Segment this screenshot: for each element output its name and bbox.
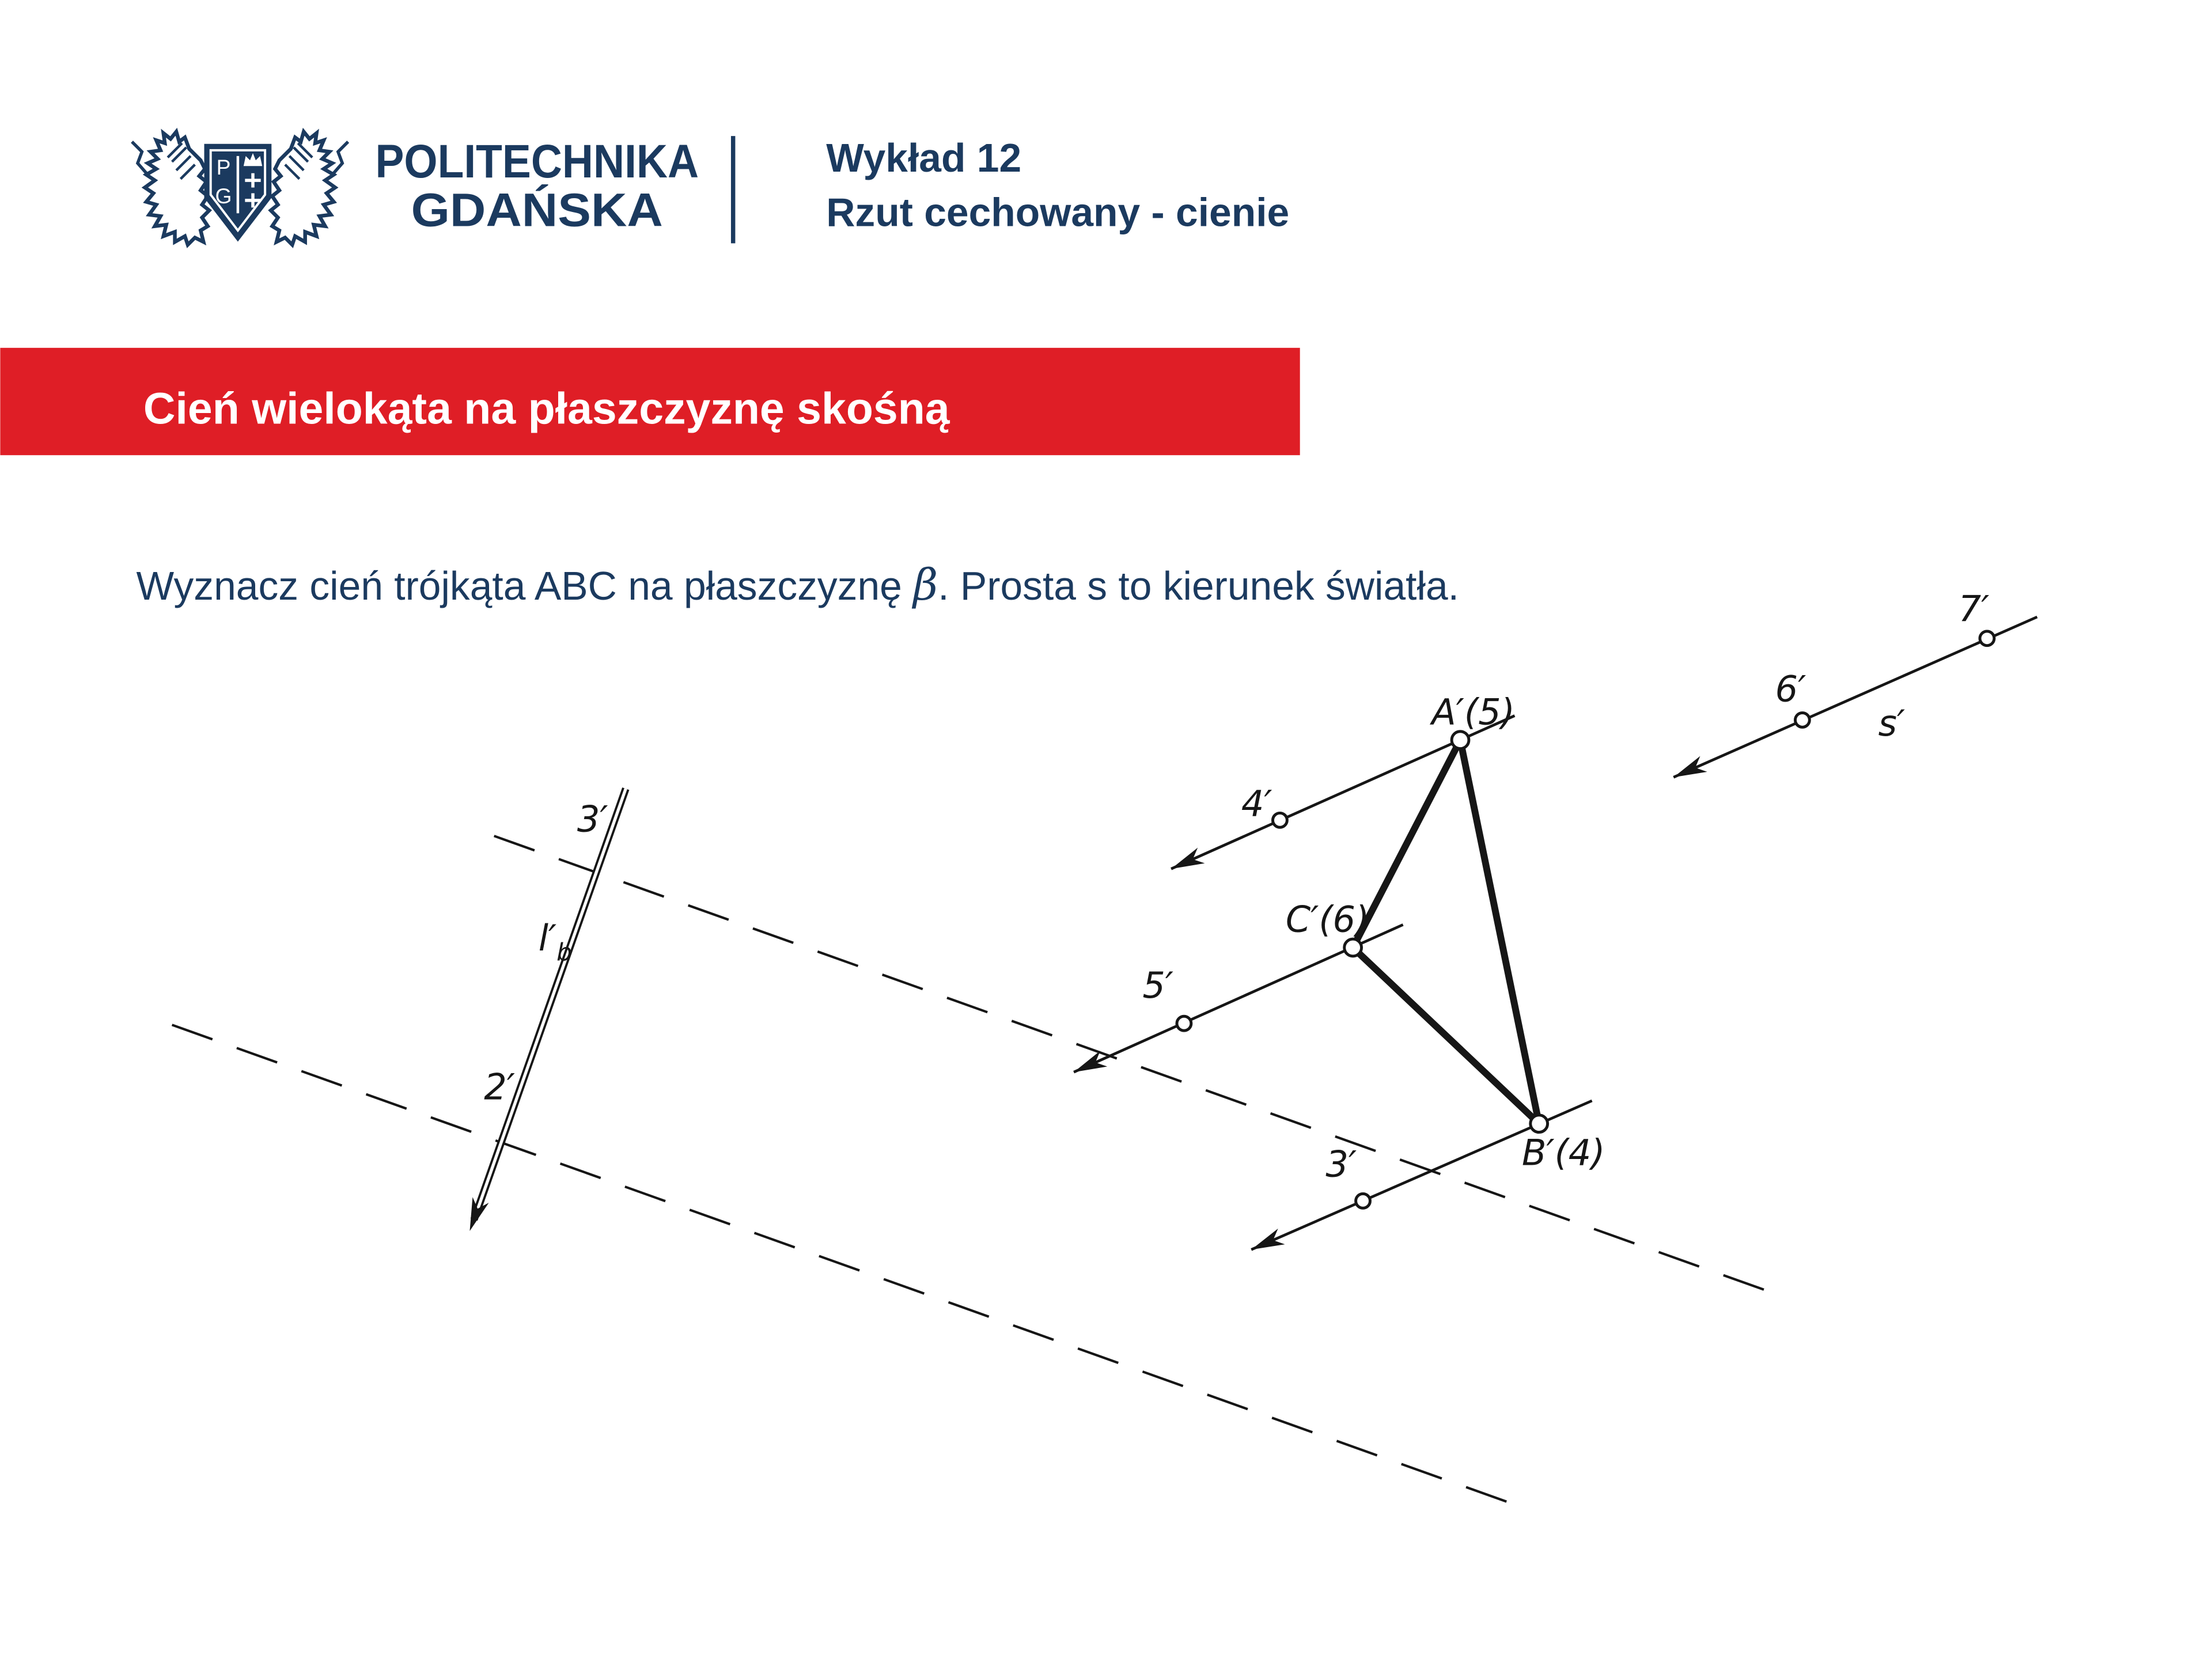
lion-left-icon: [132, 132, 209, 245]
label-point-6: 6′: [1775, 668, 1806, 710]
point-3-low-marker: [1356, 1194, 1370, 1208]
logo-letter-p: P: [216, 155, 231, 180]
brand-line2: GDAŃSKA: [411, 184, 663, 237]
label-vertex-b: B′(4): [1521, 1131, 1605, 1174]
label-point-5: 5′: [1142, 964, 1173, 1006]
slope-line-lb-gap: [474, 789, 626, 1219]
point-4-marker: [1272, 813, 1287, 827]
point-6-marker: [1795, 713, 1809, 727]
label-vertex-c: C′(6): [1285, 898, 1370, 941]
task-text-before: Wyznacz cień trójkąta ABC na płaszczyznę: [136, 563, 914, 609]
beta-symbol: β: [913, 560, 938, 611]
light-ray-s-arrowhead-icon: [1673, 756, 1707, 778]
point-5-marker: [1177, 1016, 1191, 1031]
logo-letter-g: G: [215, 183, 232, 208]
vertex-c-marker: [1344, 939, 1362, 956]
task-text: [136, 560, 1459, 610]
brand-line1: POLITECHNIKA: [375, 135, 699, 188]
label-vertex-a: A′(5): [1431, 691, 1515, 733]
banner-title: Cień wielokąta na płaszczyznę skośną: [143, 384, 950, 434]
triangle-edge-ba: [1460, 740, 1539, 1124]
vertex-b-marker: [1531, 1115, 1548, 1132]
lion-right-icon: [271, 132, 348, 245]
label-point-3-low: 3′: [1325, 1143, 1357, 1185]
light-ray-through-a-arrowhead-icon: [1171, 848, 1205, 869]
level-line-lower: [172, 1025, 1510, 1503]
point-7-marker: [1980, 631, 1994, 646]
label-point-4: 4′: [1241, 782, 1272, 825]
shadow-construction-diagram: [172, 588, 2037, 1503]
light-ray-through-b-arrowhead-icon: [1251, 1229, 1285, 1250]
header: [132, 132, 1289, 245]
label-point-2: 2′: [484, 1066, 515, 1108]
label-ray-s: s′: [1878, 702, 1906, 745]
task-text-after: . Prosta s to kierunek światła.: [938, 563, 1459, 609]
vertex-a-marker: [1452, 732, 1469, 749]
label-point-3-up: 3′: [577, 798, 608, 840]
label-slope-line: $l'_b$: [538, 916, 572, 967]
label-point-7: 7′: [1958, 588, 1990, 630]
lecture-title-line1: Wykład 12: [826, 135, 1022, 181]
section-banner: [0, 348, 1300, 455]
pg-shield-icon: [205, 145, 271, 240]
pg-logo-icon: [132, 132, 348, 245]
level-line-upper: [494, 836, 1768, 1291]
lecture-title-line2: Rzut cechowany - cienie: [826, 190, 1290, 235]
